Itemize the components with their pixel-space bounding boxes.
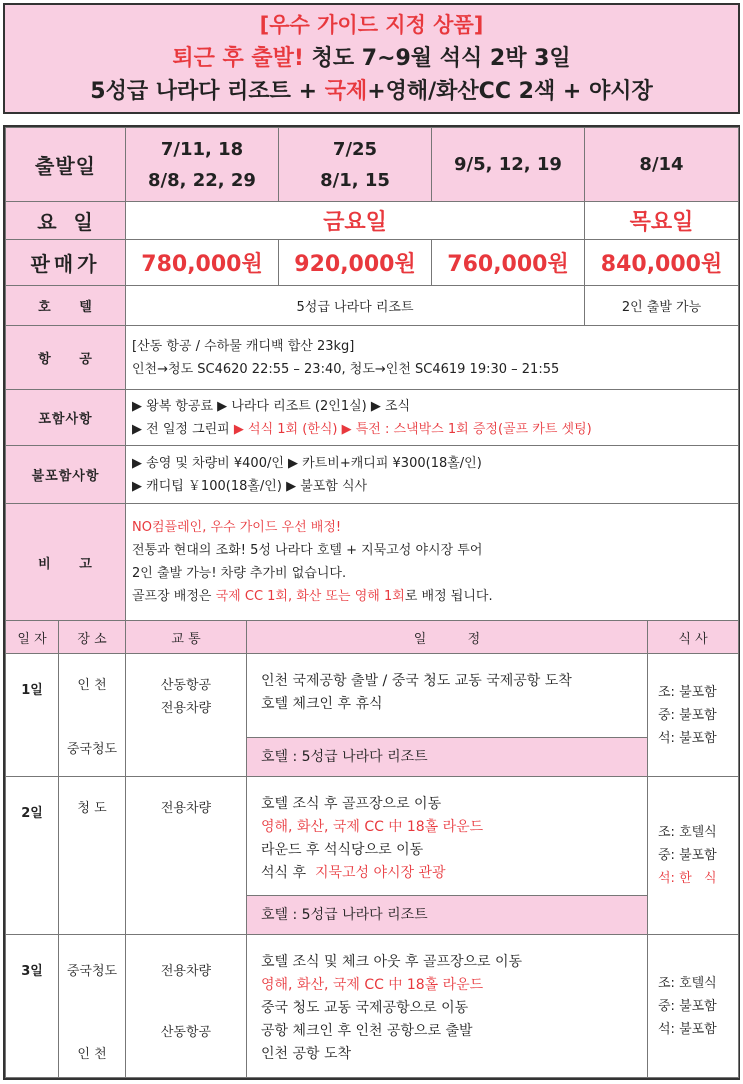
weekday-label: 요 일 (6, 202, 126, 240)
info-table (5, 285, 739, 621)
title-line-1: [우수 가이드 지정 상품] (259, 13, 484, 37)
title-line-2 (172, 42, 570, 75)
notes-line-4: 골프장 배정은 국제 CC 1회, 화산 또는 영해 1회로 배정 됩니다. (132, 589, 493, 604)
departure-label: 출발일 (6, 128, 126, 202)
day-2: 2일 (6, 777, 59, 935)
excluded-label: 불포함사항 (6, 446, 126, 504)
table-row (6, 777, 739, 935)
included-line-2: ▶ 전 일정 그린피 ▶ 석식 1회 (한식) ▶ 특전 : 스낵박스 1회 증정(골프 카트 셋팅) (132, 421, 592, 437)
day-2-hotel: 호텔 : 5성급 나라다 리조트 (247, 895, 647, 934)
day-1-transport: 산동항공 전용차량 (126, 654, 247, 777)
title-line-2-rest: 청도 7~9월 석식 2박 3일 (303, 46, 571, 71)
notes-info (126, 504, 739, 621)
day-2-place: 청 도 (59, 777, 126, 935)
day-1-schedule: 인천 국제공항 출발 / 중국 청도 교동 국제공항 도착 호텔 체크인 후 휴식 호텔 : 5성급 나라다 리조트 (247, 654, 648, 777)
notes-line-2: 전통과 현대의 조화! 5성 나라다 호텔 + 지묵고성 야시장 투어 (132, 543, 483, 558)
price-table (5, 127, 739, 286)
title-line-2-highlight: 퇴근 후 출발! (172, 46, 304, 71)
header-day: 일 자 (6, 621, 59, 654)
departure-date-1: 7/11, 18 8/8, 22, 29 (126, 128, 279, 202)
hotel-label: 호 텔 (6, 286, 126, 326)
itinerary-frame (3, 125, 740, 1080)
notes-label: 비 고 (6, 504, 126, 621)
schedule-table (5, 620, 739, 1078)
included-info (126, 390, 739, 446)
product-title-banner (3, 3, 740, 114)
hotel-value: 5성급 나라다 리조트 (126, 286, 585, 326)
day-1-hotel: 호텔 : 5성급 나라다 리조트 (247, 737, 647, 776)
table-row (6, 654, 739, 777)
day-2-schedule: 호텔 조식 후 골프장으로 이동 영해, 화산, 국제 CC 中 18홀 라운드 라운드 후 석식당으로 이동 석식 후 지묵고성 야시장 관광 호텔 : 5성급 나라다 리조트 (247, 777, 648, 935)
air-label: 항 공 (6, 326, 126, 390)
price-1: 780,000원 (126, 240, 279, 286)
price-2: 920,000원 (279, 240, 432, 286)
weekday-thursday: 목요일 (585, 202, 739, 240)
title-line-3 (90, 75, 652, 108)
header-meals: 식 사 (648, 621, 739, 654)
title-line-3-a: 5성급 나라다 리조트 + (90, 79, 325, 104)
day-3-transport: 전용차량 산동항공 (126, 935, 247, 1078)
price-label: 판매가 (6, 240, 126, 286)
excluded-line-2: ▶ 캐디팁 ￥100(18홀/인) ▶ 불포함 식사 (132, 478, 368, 494)
air-line-2: 인천→청도 SC4620 22:55 – 23:40, 청도→인천 SC4619 19:30 – 21:55 (132, 361, 560, 377)
day-2-transport: 전용차량 (126, 777, 247, 935)
title-line-3-highlight: 국제 (324, 79, 368, 104)
day-2-meals: 조: 호텔식 중: 불포함 석: 한 식 (648, 777, 739, 935)
price-4: 840,000원 (585, 240, 739, 286)
air-info (126, 326, 739, 390)
notes-line-1: NO컴플레인, 우수 가이드 우선 배정! (132, 520, 342, 535)
header-transport: 교 통 (126, 621, 247, 654)
header-place: 장 소 (59, 621, 126, 654)
day-3: 3일 (6, 935, 59, 1078)
notes-line-3: 2인 출발 가능! 차량 추가비 없습니다. (132, 566, 347, 581)
day-3-schedule: 호텔 조식 및 체크 아웃 후 골프장으로 이동 영해, 화산, 국제 CC 中 18홀 라운드 중국 청도 교동 국제공항으로 이동 공항 체크인 후 인천 공항으로 출발 인천 공항 도착 (247, 935, 648, 1078)
hotel-note: 2인 출발 가능 (585, 286, 739, 326)
included-label: 포함사항 (6, 390, 126, 446)
air-line-1: [산동 항공 / 수하물 캐디백 합산 23kg] (132, 338, 355, 354)
day-3-place: 중국청도 인 천 (59, 935, 126, 1078)
day-3-meals: 조: 호텔식 중: 불포함 석: 불포함 (648, 935, 739, 1078)
day-1: 1일 (6, 654, 59, 777)
day-1-meals: 조: 불포함 중: 불포함 석: 불포함 (648, 654, 739, 777)
header-schedule: 일 정 (247, 621, 648, 654)
departure-date-4: 8/14 (585, 128, 739, 202)
departure-date-3: 9/5, 12, 19 (432, 128, 585, 202)
day-1-place: 인 천 중국청도 (59, 654, 126, 777)
excluded-line-1: ▶ 송영 및 차량비 ¥400/인 ▶ 카트비+캐디피 ¥300(18홀/인) (132, 455, 482, 471)
departure-date-2: 7/25 8/1, 15 (279, 128, 432, 202)
price-3: 760,000원 (432, 240, 585, 286)
table-row (6, 935, 739, 1078)
included-line-1: ▶ 왕복 항공료 ▶ 나라다 리조트 (2인1실) ▶ 조식 (132, 398, 411, 414)
title-line-3-b: +영해/화산CC 2색 + 야시장 (367, 79, 653, 104)
weekday-friday: 금요일 (126, 202, 585, 240)
excluded-info (126, 446, 739, 504)
